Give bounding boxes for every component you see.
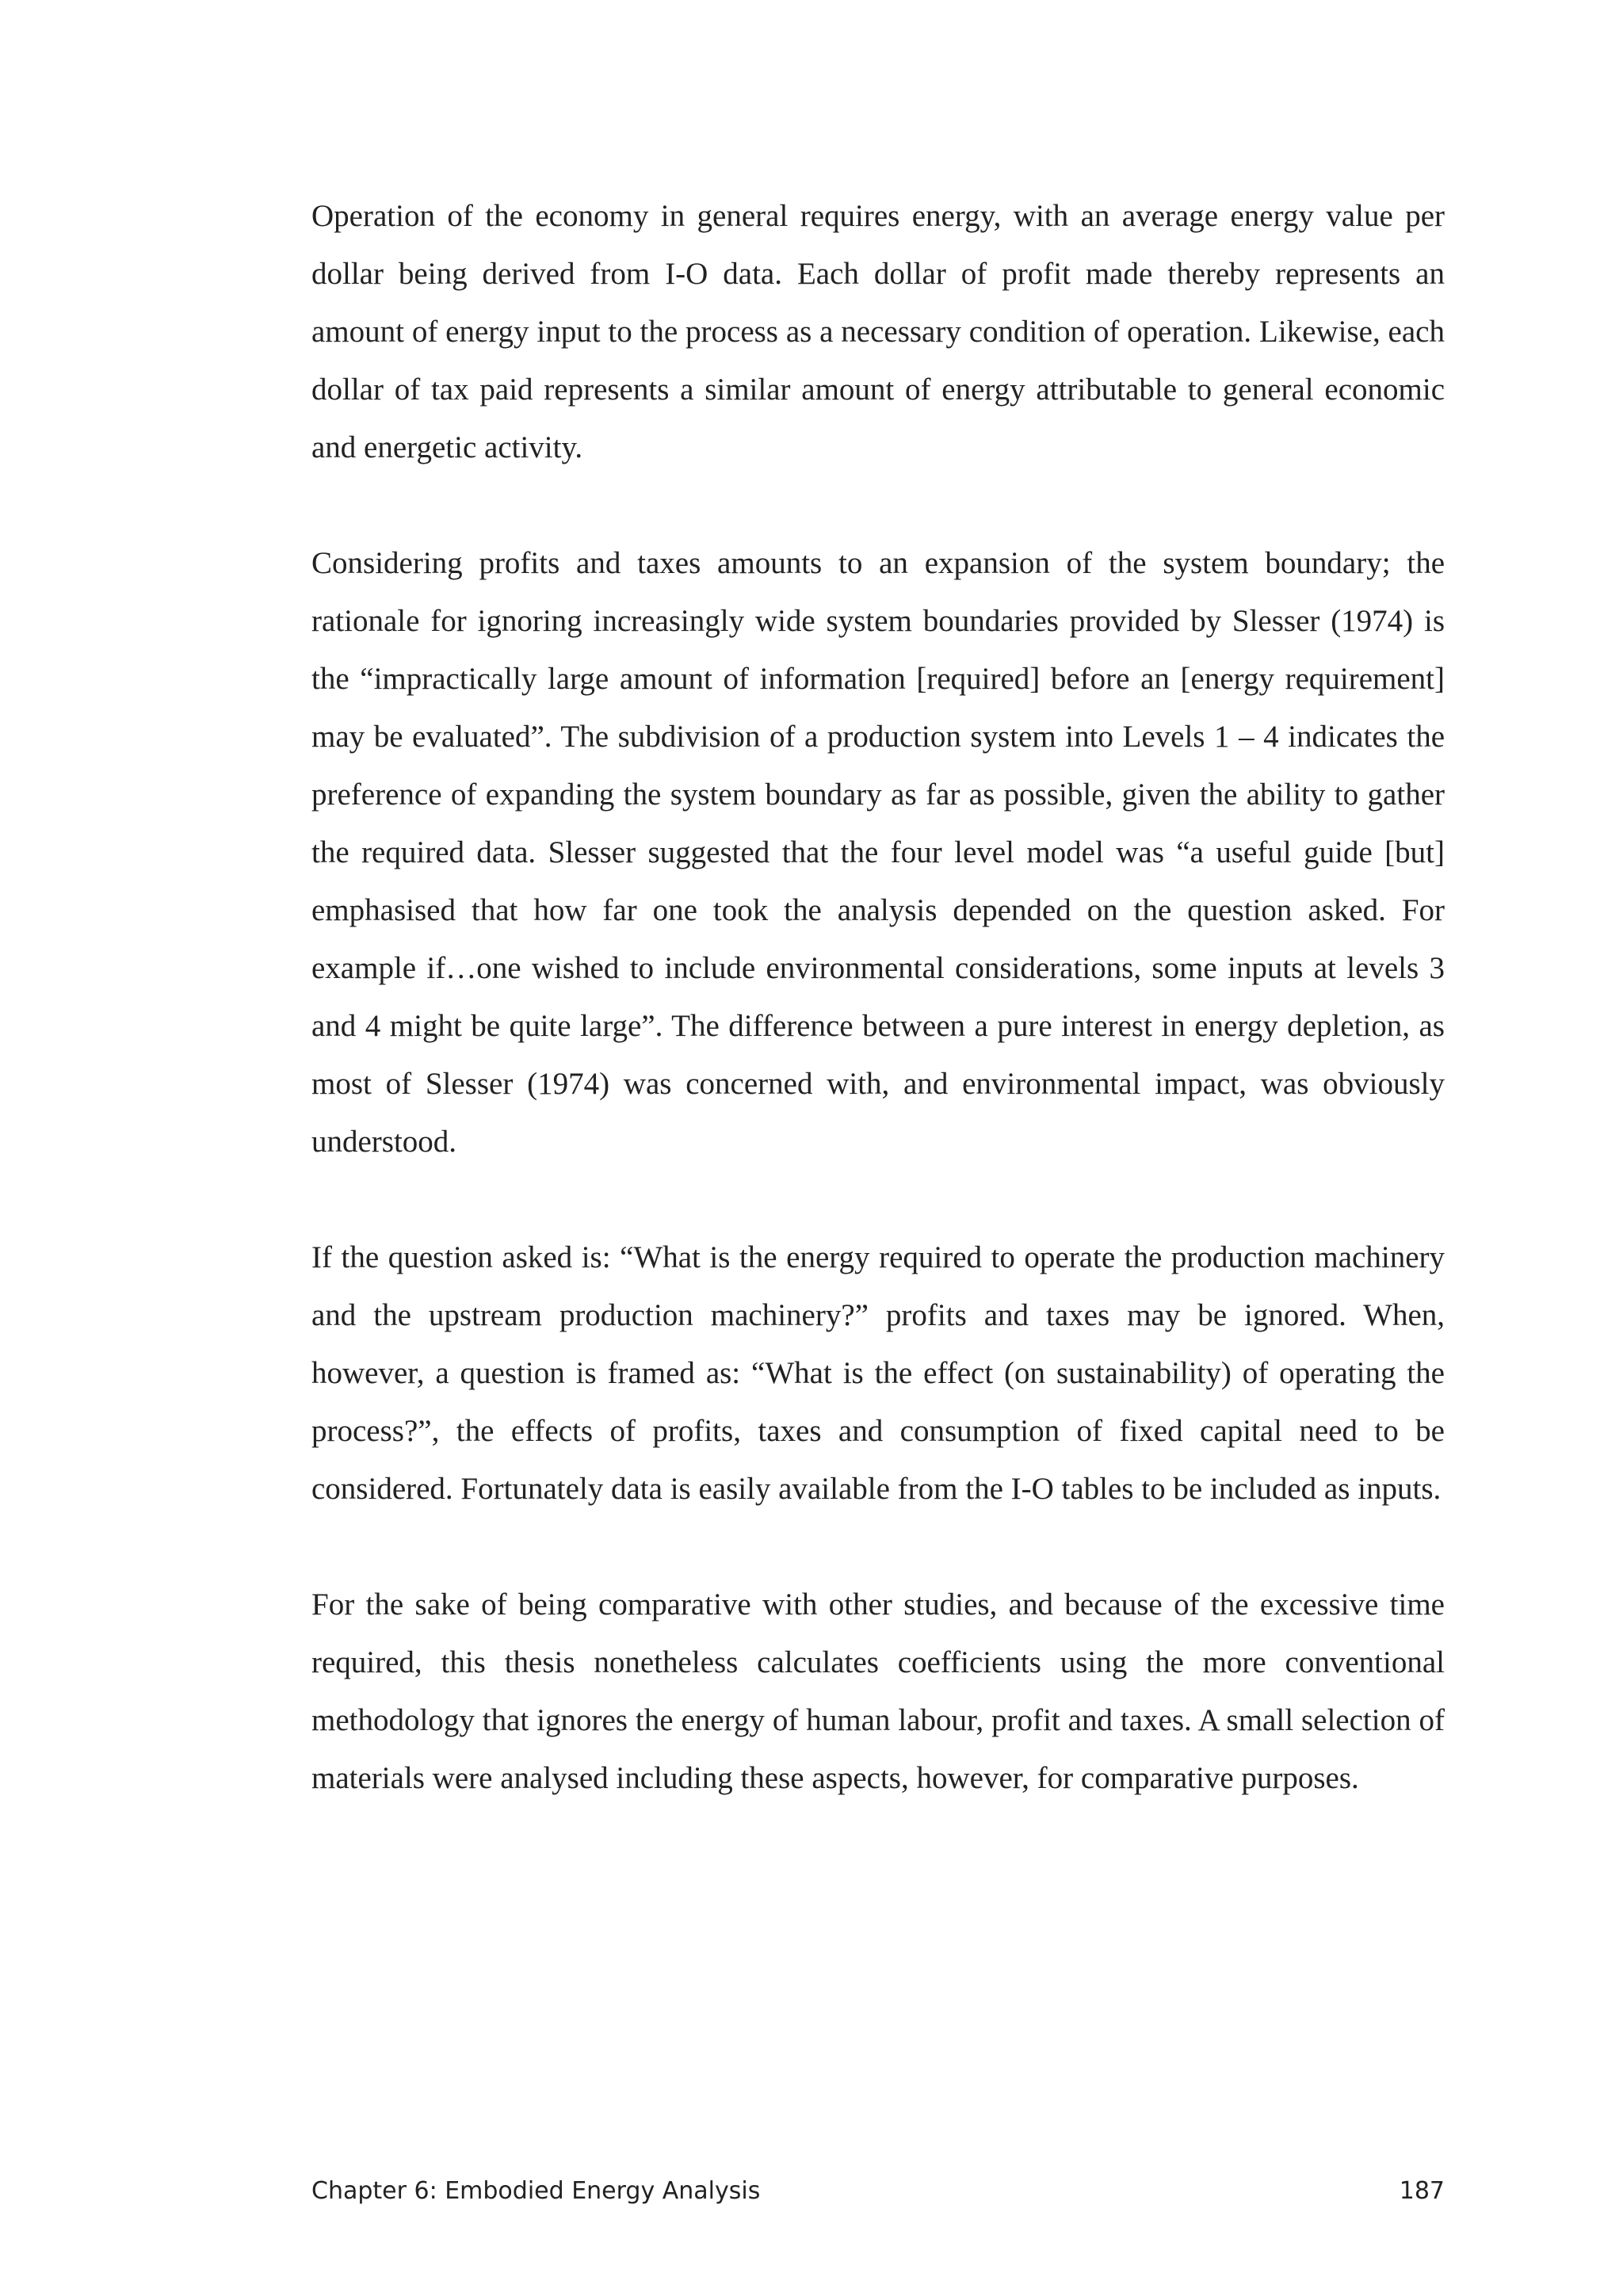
paragraph-question-framing: If the question asked is: “What is the energy required to operate the production machinery and the upstream production machinery?” profits and taxes may be ignored. When, however, a question is framed as: “What is the effect (on sustainability) of operating the process?”, the effects of profits, taxes and consumption of fixed capital need to be considered. Fortunately data is easily available from the I-O tables to be included as inputs. [311,1240,1445,1506]
paragraph-system-boundary: Considering profits and taxes amounts to an expansion of the system boundary; the rationale for ignoring increasingly wide system boundaries provided by Slesser (1974) is the “impractically large amount of information [required] before an [energy requirement] may be evaluated”. The subdivision of a production system into Levels 1 – 4 indicates the preference of expanding the system boundary as far as possible, given the ability to gather the required data. Slesser suggested that the four level model was “a useful guide [but] emphasised that how far one took the analysis depended on the question asked. For example if…one wished to include environmental considerations, some inputs at levels 3 and 4 might be quite large”. The difference between a pure interest in energy depletion, as most of Slesser (1974) was concerned with, and environmental impact, was obviously understood. [311,546,1445,1159]
page-footer [311,2177,1445,2212]
footer-page-number: 187 [1399,2177,1445,2205]
body-text [311,187,1445,1807]
paragraph-methodology-choice: For the sake of being comparative with other studies, and because of the excessive time required, this thesis nonetheless calculates coefficients using the more conventional methodology that ignores the energy of human labour, profit and taxes. A small selection of materials were analysed including these aspects, however, for comparative purposes. [311,1587,1445,1795]
footer-chapter-title: Chapter 6: Embodied Energy Analysis [311,2177,761,2205]
paragraph-energy-per-dollar: Operation of the economy in general requires energy, with an average energy value per dollar being derived from I-O data. Each dollar of profit made thereby represents an amount of energy input to the process as a necessary condition of operation. Likewise, each dollar of tax paid represents a similar amount of energy attributable to general economic and energetic activity. [311,199,1445,464]
